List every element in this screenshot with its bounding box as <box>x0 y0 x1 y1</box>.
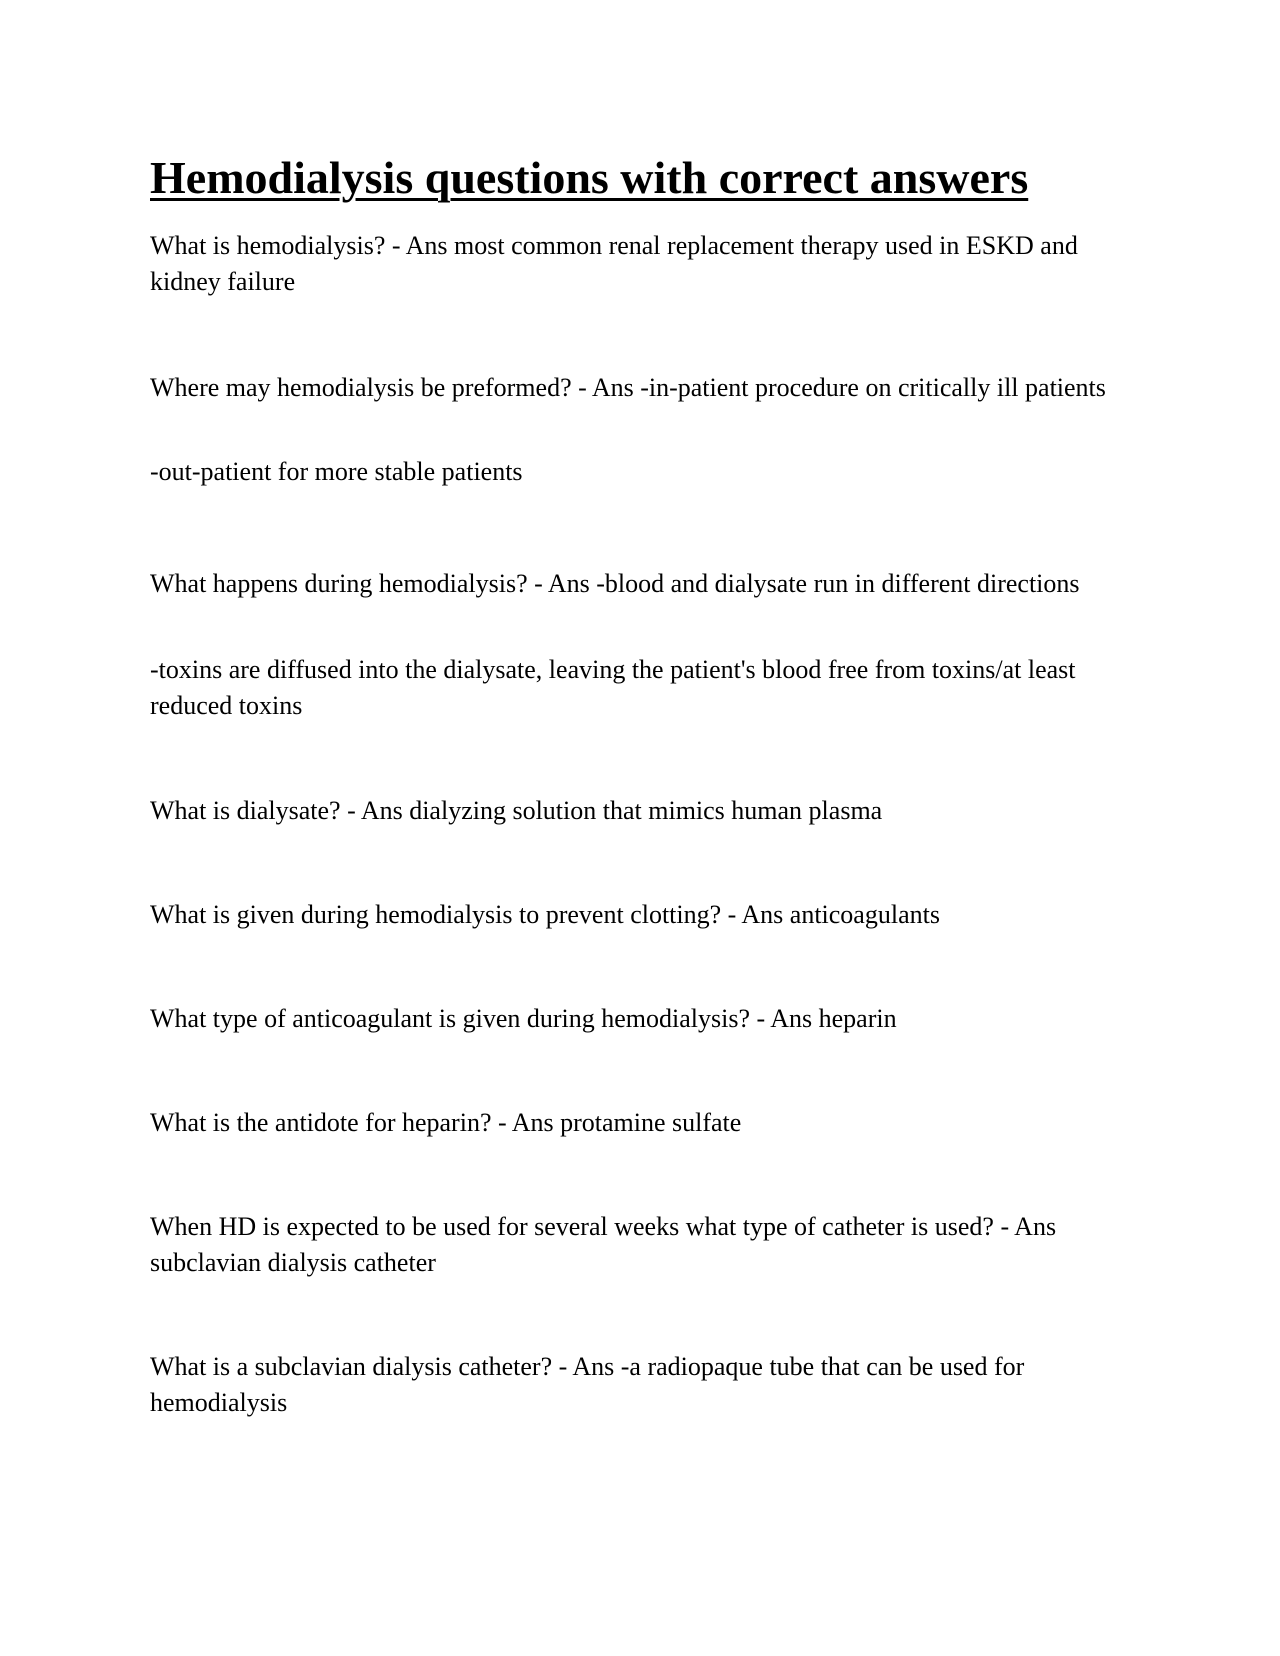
document-title: Hemodialysis questions with correct answers <box>150 152 1029 203</box>
qa-paragraph: What is a subclavian dialysis catheter? - Ans -a radiopaque tube that can be used for hemodialysis <box>150 1352 1025 1417</box>
qa-paragraph: What is dialysate? - Ans dialyzing solution that mimics human plasma <box>150 796 883 825</box>
qa-paragraph: What is given during hemodialysis to prevent clotting? - Ans anticoagulants <box>150 900 940 929</box>
qa-paragraph: What is hemodialysis? - Ans most common renal replacement therapy used in ESKD and kidney failure <box>150 231 1078 296</box>
qa-paragraph: -out-patient for more stable patients <box>150 457 523 486</box>
qa-paragraph: -toxins are diffused into the dialysate, leaving the patient's blood free from toxins/at least reduced toxins <box>150 655 1076 720</box>
qa-paragraph: What type of anticoagulant is given during hemodialysis? - Ans heparin <box>150 1004 897 1033</box>
qa-paragraph: What happens during hemodialysis? - Ans -blood and dialysate run in different directions <box>150 569 1080 598</box>
qa-paragraph: What is the antidote for heparin? - Ans protamine sulfate <box>150 1108 742 1137</box>
qa-paragraph: Where may hemodialysis be preformed? - Ans -in-patient procedure on critically ill patients <box>150 373 1106 402</box>
qa-paragraph: When HD is expected to be used for several weeks what type of catheter is used? - Ans subclavian dialysis catheter <box>150 1212 1057 1277</box>
